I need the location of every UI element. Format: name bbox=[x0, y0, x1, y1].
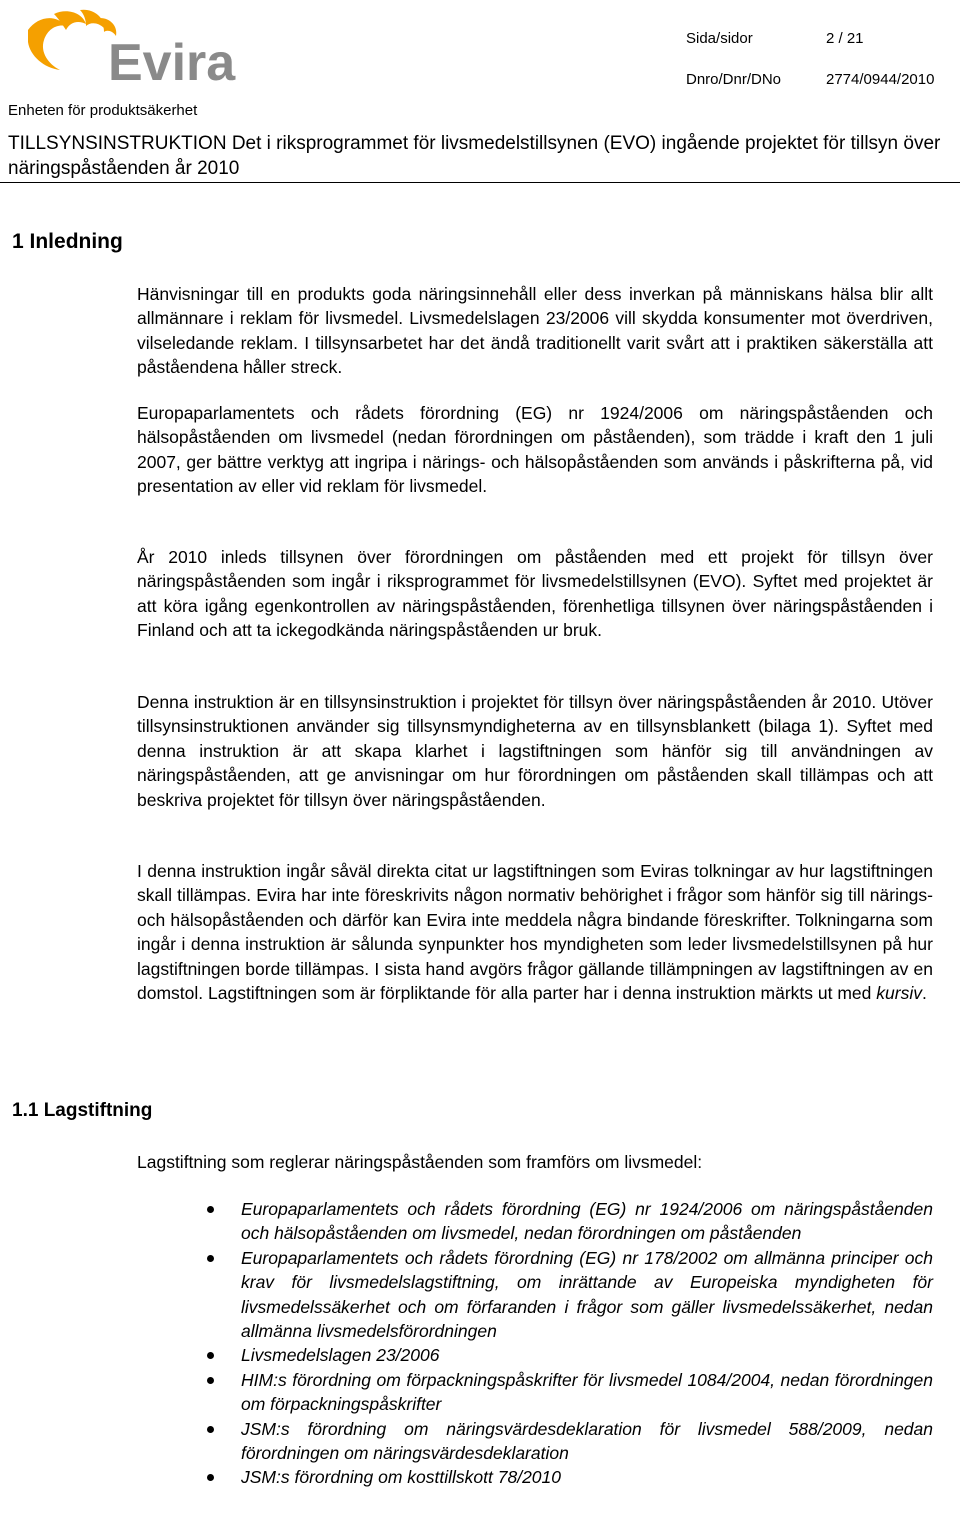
bullet-icon bbox=[207, 1255, 214, 1262]
paragraph-5-italic: kursiv bbox=[876, 983, 922, 1004]
list-item bbox=[137, 1197, 933, 1246]
paragraph-5-text: I denna instruktion ingår såväl direkta citat ur lagstiftningen som Eviras tolkningar av hur lagstiftningen skall tillämpas. Evira har inte föreskrivits någon normativ behörighet i frågor som hänför sig till närings- och hälsopåståenden och därför kan Evira inte meddela några bindande föreskrifter. Tolkningarna som ingår i denna instruktion är sålunda synpunkter hos myndigheten som leder livsmedelstillsynen på hur lagstiftningen borde tillämpas. I sista hand avgörs frågor gällande tillämpningen av lagstiftningen av en domstol. Lagstiftningen som är förpliktande för alla parter har i denna instruktion märkts ut med bbox=[137, 861, 933, 1004]
page-label: Sida/sidor bbox=[686, 30, 753, 47]
bullet-icon bbox=[207, 1206, 214, 1213]
bullet-icon bbox=[207, 1352, 214, 1359]
logo-leaf-icon bbox=[28, 10, 116, 70]
list-item bbox=[137, 1343, 933, 1367]
bullet-icon bbox=[207, 1377, 214, 1384]
bullet-icon bbox=[207, 1426, 214, 1433]
list-item-text: JSM:s förordning om kosttillskott 78/2010 bbox=[241, 1467, 562, 1488]
list-item-text: Livsmedelslagen 23/2006 bbox=[241, 1345, 440, 1366]
section-heading-inledning: 1 Inledning bbox=[12, 230, 123, 253]
list-item bbox=[137, 1465, 933, 1489]
header-unit: Enheten för produktsäkerhet bbox=[8, 102, 198, 119]
list-item-text: Europaparlamentets och rådets förordning (EG) nr 178/2002 om allmänna principer och krav för livsmedelslagstiftning, om inrättande av Europeiska myndigheten för livsmedelssäkerhet och om förfaranden i frågor som gäller livsmedelssäkerhet, nedan allmänna livsmedelsförordningen bbox=[241, 1247, 933, 1342]
header-divider bbox=[0, 182, 960, 183]
paragraph-5-end: . bbox=[921, 983, 927, 1004]
section-heading-lagstiftning: 1.1 Lagstiftning bbox=[12, 1100, 153, 1121]
page-number: 2 / 21 bbox=[826, 30, 864, 47]
paragraph-5 bbox=[137, 859, 933, 1005]
legislation-list bbox=[137, 1197, 933, 1490]
logo-wordmark: Evira bbox=[108, 34, 236, 88]
list-item bbox=[137, 1417, 933, 1466]
bullet-icon bbox=[207, 1474, 214, 1481]
legislation-intro: Lagstiftning som reglerar näringspåståenden som framförs om livsmedel: bbox=[137, 1152, 703, 1172]
list-item-text: JSM:s förordning om näringsvärdesdeklaration för livsmedel 588/2009, nedan förordningen om näringsvärdesdeklaration bbox=[241, 1418, 933, 1464]
dnro-number: 2774/0944/2010 bbox=[826, 71, 935, 88]
dnro-label: Dnro/Dnr/DNo bbox=[686, 71, 782, 88]
list-item bbox=[137, 1246, 933, 1344]
list-item bbox=[137, 1368, 933, 1417]
paragraph-4: Denna instruktion är en tillsynsinstruktion i projektet för tillsyn över näringspåståenden år 2010. Utöver tillsynsinstruktionen använder sig tillsynsmyndigheterna av en tillsynsblankett (bilaga 1). Syftet med denna instruktion är att skapa klarhet i lagstiftningen som hänför sig till användningen av näringspåståenden, att ge anvisningar om hur förordningen om påståenden skall tillämpas och att beskriva projektet för tillsyn över näringspåståenden. bbox=[137, 692, 933, 810]
paragraph-3: År 2010 inleds tillsynen över förordningen om påståenden med ett projekt för tillsyn över näringspåståenden som ingår i riksprogrammet för livsmedelstillsynen (EVO). Syftet med projektet är att köra igång egenkontrollen av näringspåståenden, förenhetliga tillsynen över näringspåståenden i Finland och att ta ickegodkända näringspåståenden ur bruk. bbox=[137, 547, 933, 641]
paragraph-1: Hänvisningar till en produkts goda näringsinnehåll eller dess inverkan på människans hälsa blir allt allmännare i reklam för livsmedel. Livsmedelslagen 23/2006 vill skydda konsumenter mot överdriven, vilseledande reklam. I tillsynsarbetet har det ändå traditionellt varit svårt att i praktiken säkerställa att påståendena håller streck. bbox=[137, 284, 933, 378]
paragraph-2: Europaparlamentets och rådets förordning (EG) nr 1924/2006 om näringspåståenden och hälsopåståenden om livsmedel (nedan förordningen om påståenden), som trädde i kraft den 1 juli 2007, ger bättre verktyg att ingripa i närings- och hälsopåståenden som används i påskrifterna på, vid presentation av eller vid reklam för livsmedel. bbox=[137, 403, 933, 497]
list-item-text: Europaparlamentets och rådets förordning (EG) nr 1924/2006 om näringspåståenden och hälsopåståenden om livsmedel, nedan förordningen om påståenden bbox=[241, 1199, 933, 1244]
list-item-text: HIM:s förordning om förpackningspåskrifter för livsmedel 1084/2004, nedan förordningen om förpackningspåskrifter bbox=[241, 1369, 933, 1415]
document-title: TILLSYNSINSTRUKTION Det i riksprogrammet för livsmedelstillsynen (EVO) ingående projektet för tillsyn över näringspåståenden år 2010 bbox=[8, 133, 941, 179]
evira-logo bbox=[20, 8, 270, 88]
